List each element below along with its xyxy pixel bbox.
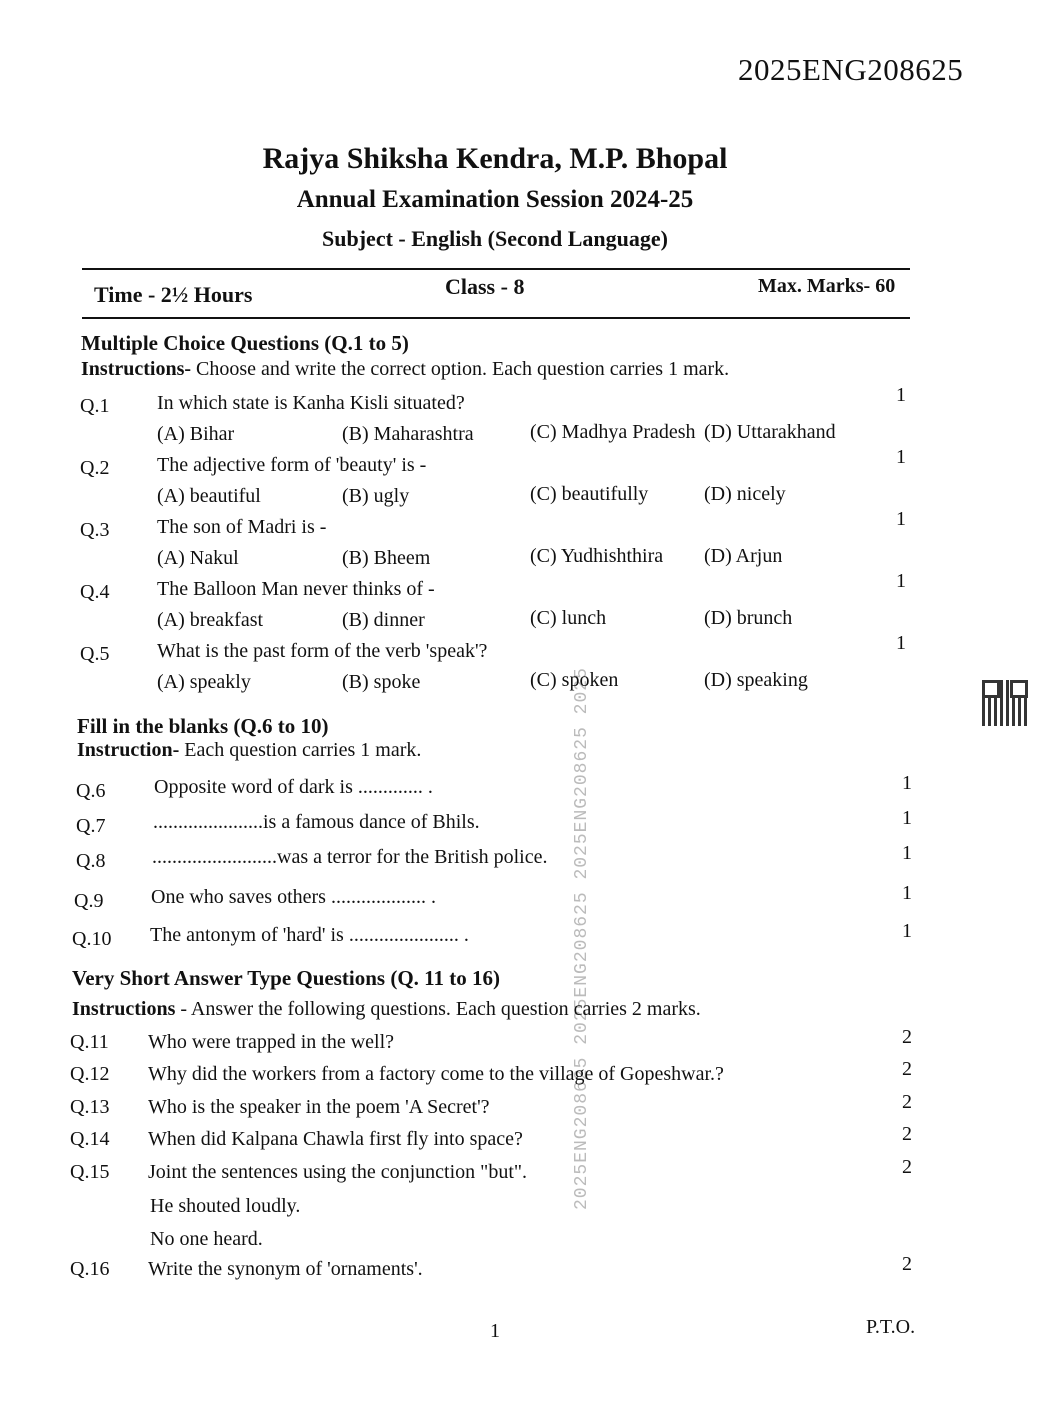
question-mark: 1	[896, 384, 906, 406]
exam-session: Annual Examination Session 2024-25	[296, 186, 694, 213]
question-number: Q.15	[70, 1161, 110, 1183]
question-text: The adjective form of 'beauty' is -	[157, 454, 427, 476]
answer-option: (D) nicely	[704, 483, 786, 505]
question-number: Q.14	[70, 1128, 110, 1150]
question-text: Who is the speaker in the poem 'A Secret'?	[148, 1096, 490, 1118]
question-subline: He shouted loudly.	[150, 1195, 301, 1217]
qr-code	[982, 680, 1028, 726]
section-heading-vsa: Very Short Answer Type Questions (Q. 11 to 16)	[72, 966, 500, 990]
question-number: Q.3	[80, 519, 110, 541]
question-number: Q.6	[76, 780, 106, 802]
question-number: Q.7	[76, 815, 106, 837]
institution-title: Rajya Shiksha Kendra, M.P. Bhopal	[262, 142, 728, 175]
top-rule	[82, 268, 910, 270]
answer-option: (D) speaking	[704, 669, 808, 691]
question-text: ......................is a famous dance of Bhils.	[153, 811, 480, 833]
question-text: Joint the sentences using the conjunction "but".	[148, 1161, 528, 1183]
answer-option: (B) dinner	[342, 609, 425, 631]
class-label: Class - 8	[445, 274, 525, 299]
question-number: Q.4	[80, 581, 110, 603]
max-marks-label: Max. Marks- 60	[758, 275, 896, 297]
answer-option: (B) Maharashtra	[342, 423, 474, 445]
question-mark: 2	[902, 1156, 912, 1178]
question-mark: 1	[902, 807, 912, 829]
instruction-label: Instructions-	[81, 358, 192, 380]
question-text: Opposite word of dark is ............. .	[154, 776, 433, 798]
answer-option: (B) Bheem	[342, 547, 431, 569]
section-instruction	[77, 739, 421, 762]
question-mark: 2	[902, 1026, 912, 1048]
paper-code: 2025ENG208625	[738, 52, 964, 87]
answer-option: (C) Yudhishthira	[530, 545, 664, 567]
question-text: One who saves others ................... .	[151, 886, 436, 908]
answer-option: (A) beautiful	[157, 485, 261, 507]
question-mark: 1	[896, 446, 906, 468]
time-label: Time - 2½ Hours	[94, 282, 253, 307]
question-number: Q.12	[70, 1063, 110, 1085]
pto-label: P.T.O.	[866, 1316, 916, 1338]
question-number: Q.10	[72, 928, 112, 950]
instruction-label: Instruction-	[77, 739, 180, 761]
section-heading-mcq: Multiple Choice Questions (Q.1 to 5)	[81, 331, 409, 355]
question-text: The son of Madri is -	[157, 516, 327, 538]
answer-option: (D) brunch	[704, 607, 793, 629]
section-instruction	[81, 358, 729, 381]
instruction-label: Instructions	[72, 998, 176, 1020]
question-text: When did Kalpana Chawla first fly into space?	[148, 1128, 523, 1150]
answer-option: (A) Bihar	[157, 423, 235, 445]
question-mark: 2	[902, 1253, 912, 1275]
question-mark: 2	[902, 1091, 912, 1113]
question-mark: 1	[896, 570, 906, 592]
answer-option: (A) Nakul	[157, 547, 239, 569]
question-text: In which state is Kanha Kisli situated?	[157, 392, 465, 414]
question-number: Q.9	[74, 890, 104, 912]
bottom-rule	[82, 317, 910, 319]
question-text: The Balloon Man never thinks of -	[157, 578, 435, 600]
watermark: 2025ENG208625 2025ENG208625 2025ENG208625 2025	[572, 667, 592, 1210]
question-mark: 1	[902, 842, 912, 864]
question-text: Why did the workers from a factory come to the village of Gopeshwar.?	[148, 1063, 724, 1085]
question-text: Write the synonym of 'ornaments'.	[148, 1258, 423, 1280]
question-mark: 2	[902, 1058, 912, 1080]
question-number: Q.8	[76, 850, 106, 872]
question-number: Q.13	[70, 1096, 110, 1118]
question-text: What is the past form of the verb 'speak'?	[157, 640, 488, 662]
question-number: Q.1	[80, 395, 110, 417]
answer-option: (C) spoken	[530, 669, 619, 691]
page-number: 1	[490, 1320, 500, 1342]
question-number: Q.5	[80, 643, 110, 665]
question-number: Q.2	[80, 457, 110, 479]
question-mark: 1	[896, 632, 906, 654]
question-mark: 1	[902, 882, 912, 904]
question-mark: 1	[902, 772, 912, 794]
question-text: Who were trapped in the well?	[148, 1031, 395, 1053]
instruction-text: - Answer the following questions. Each question carries 2 marks.	[175, 998, 701, 1020]
question-mark: 2	[902, 1123, 912, 1145]
answer-option: (B) spoke	[342, 671, 421, 693]
instruction-text: Choose and write the correct option. Each question carries 1 mark.	[191, 358, 730, 380]
section-heading-fill: Fill in the blanks (Q.6 to 10)	[77, 714, 329, 738]
instruction-text: Each question carries 1 mark.	[179, 739, 422, 761]
section-instruction	[72, 998, 701, 1021]
answer-option: (D) Arjun	[704, 545, 783, 567]
answer-option: (C) beautifully	[530, 483, 649, 505]
answer-option: (A) breakfast	[157, 609, 264, 631]
question-mark: 1	[896, 508, 906, 530]
question-number: Q.16	[70, 1258, 110, 1280]
answer-option: (C) Madhya Pradesh	[530, 421, 696, 443]
question-text: The antonym of 'hard' is ...................... .	[150, 924, 469, 946]
subject-line: Subject - English (Second Language)	[322, 226, 668, 251]
question-number: Q.11	[70, 1031, 109, 1053]
answer-option: (A) speakly	[157, 671, 251, 693]
question-subline: No one heard.	[150, 1228, 263, 1250]
answer-option: (B) ugly	[342, 485, 410, 507]
answer-option: (D) Uttarakhand	[704, 421, 836, 443]
question-mark: 1	[902, 920, 912, 942]
question-text: .........................was a terror for the British police.	[152, 846, 548, 868]
answer-option: (C) lunch	[530, 607, 607, 629]
